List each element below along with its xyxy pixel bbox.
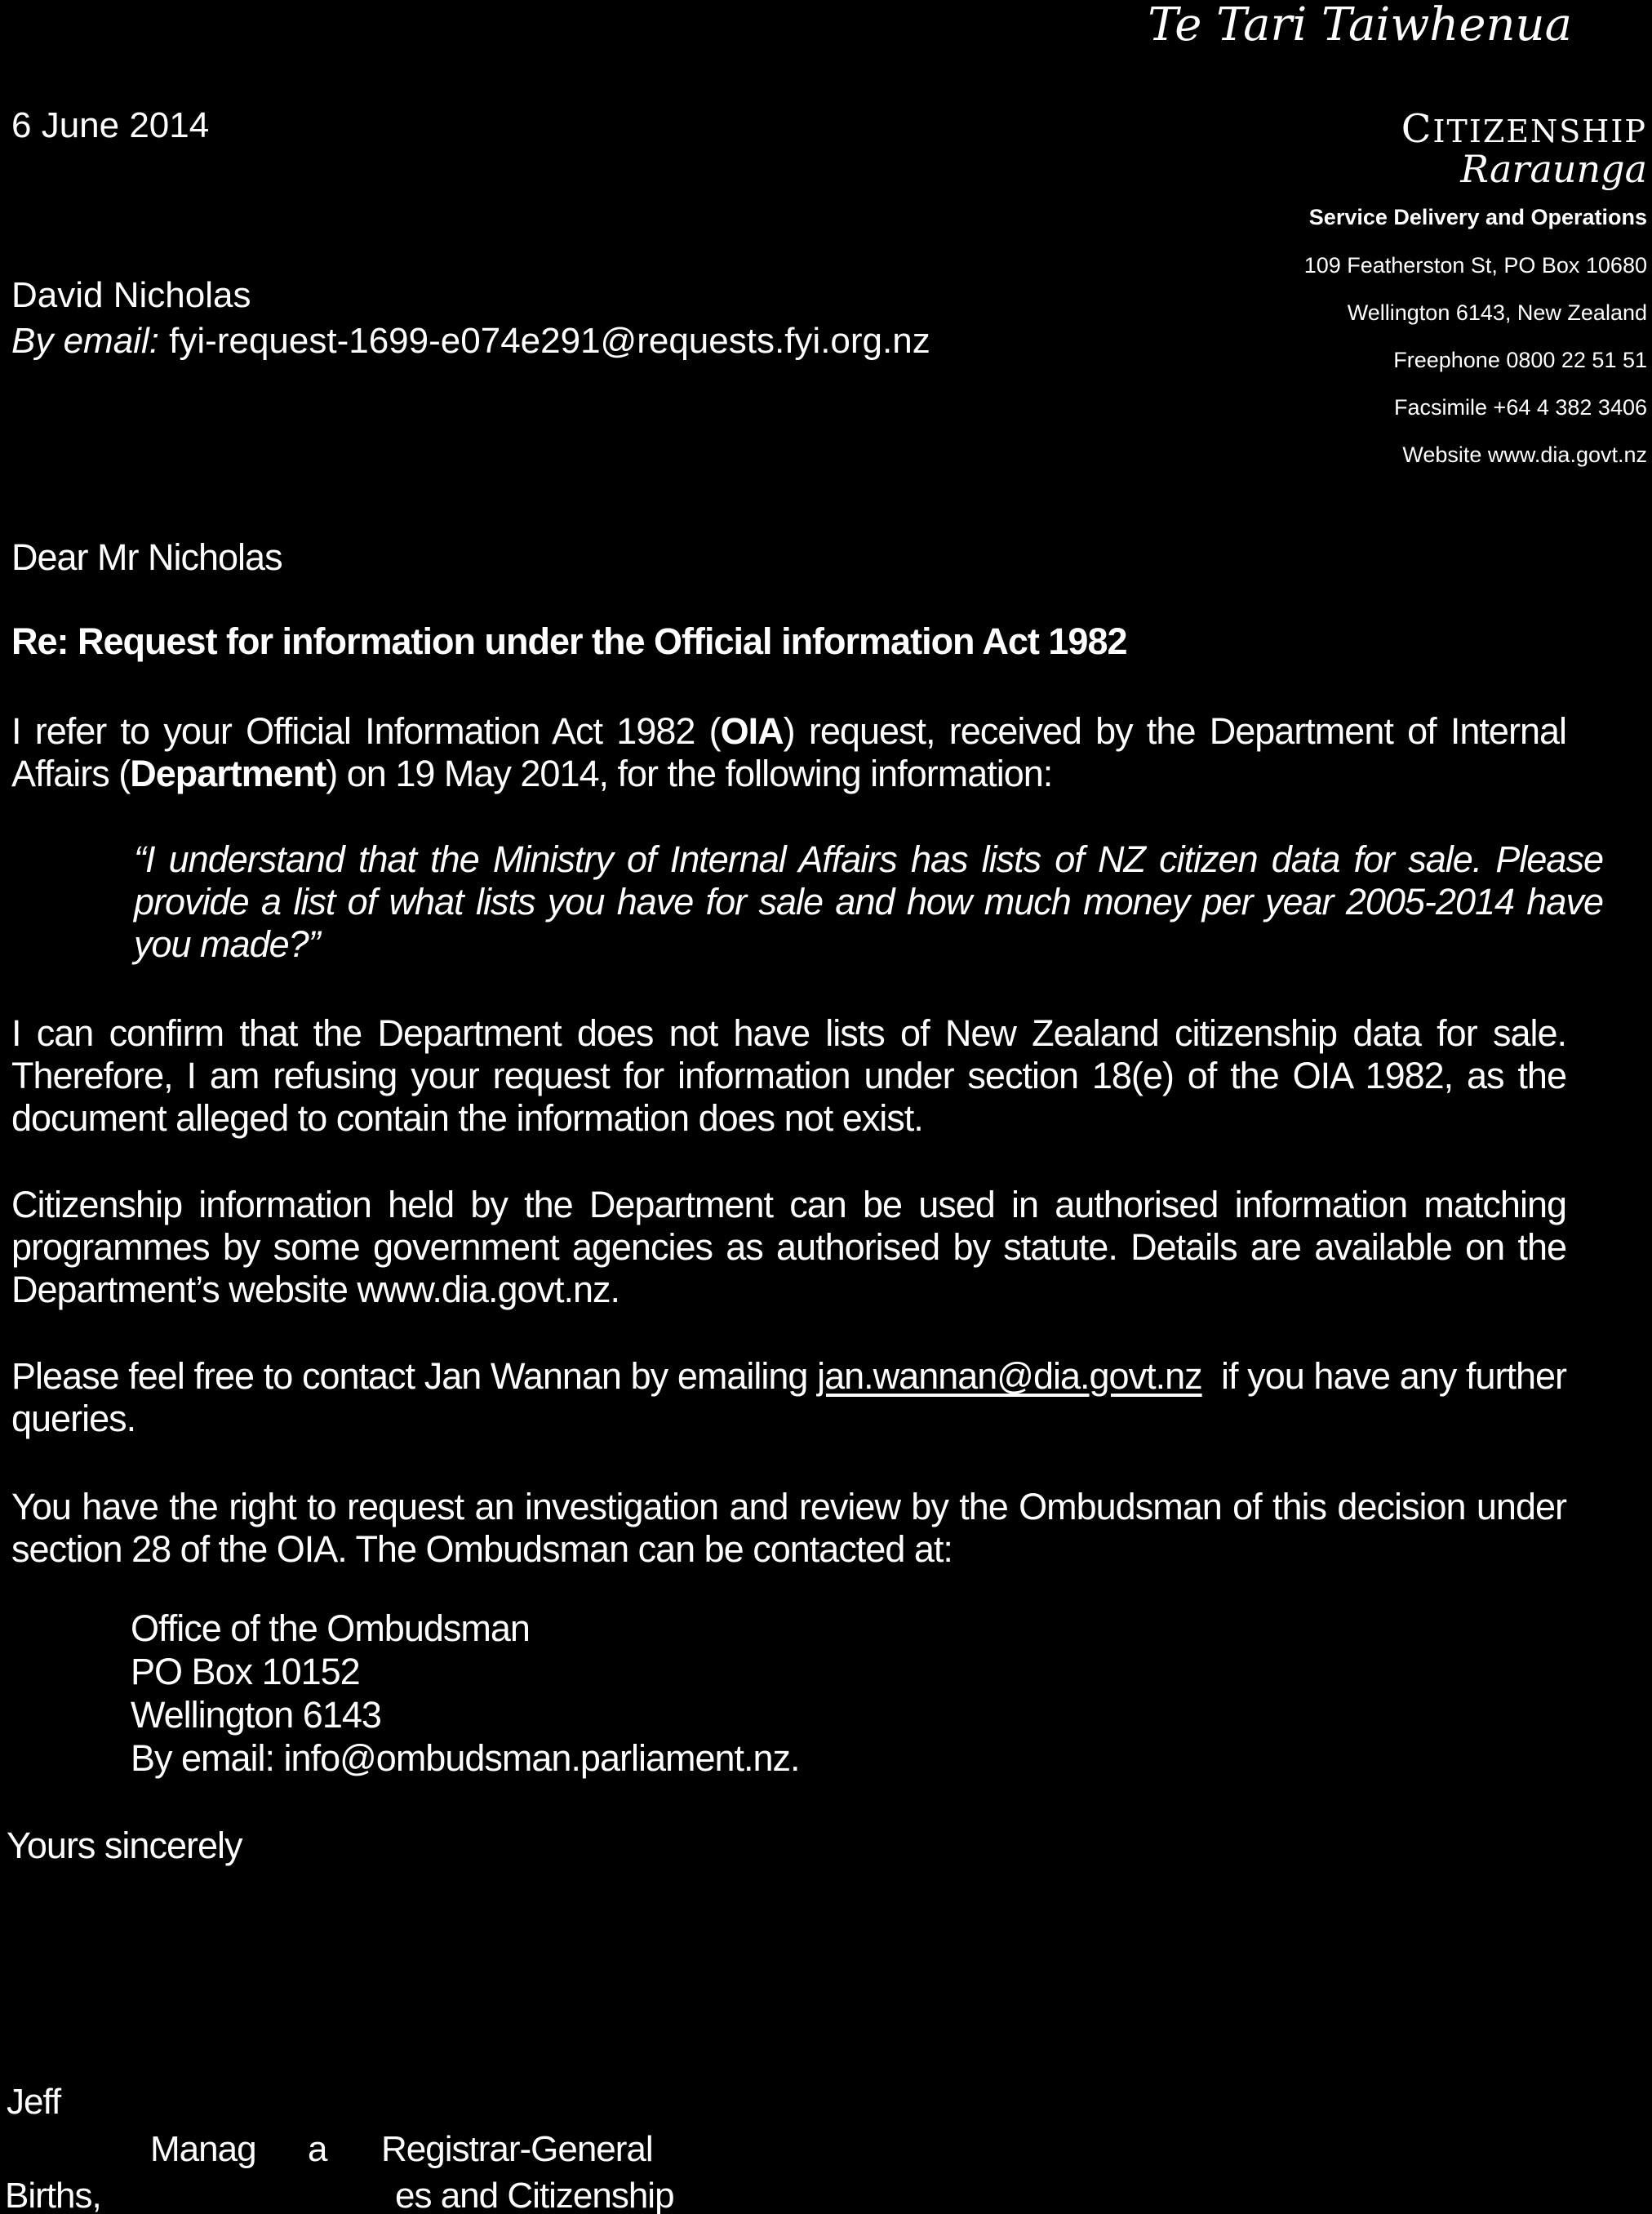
salutation: Dear Mr Nicholas [11,536,282,578]
letterhead-address-line: Wellington 6143, New Zealand [1347,300,1647,325]
signatory-title-line [0,2129,1652,2172]
title-fragment-a: a [308,2129,327,2169]
paragraph-refusal: I can confirm that the Department does not have lists of New Zealand citizenship data for sale. Therefore, I am refusing your request for information under section 18(e) of the OIA 1982, as the document alleged to contain the information does not exist. [11,1012,1566,1139]
closing: Yours sincerely [7,1825,242,1866]
ombudsman-address-line: PO Box 10152 [131,1651,360,1692]
letterhead-address-line: 109 Featherston St, PO Box 10680 [1303,253,1647,278]
unit-fragment-births: Births, [5,2176,101,2214]
paragraph-ombudsman-rights: You have the right to request an investigation and review by the Ombudsman of this decision under section 28 of the OIA. The Ombudsman can be contacted at: [11,1486,1566,1570]
letter-date: 6 June 2014 [11,105,210,145]
ombudsman-address-line: By email: info@ombudsman.parliament.nz. [131,1737,800,1779]
ombudsman-address-line: Wellington 6143 [131,1694,381,1736]
unit-fragment-citizenship: es and Citizenship [395,2176,674,2214]
ombudsman-address-line: Office of the Ombudsman [131,1607,530,1649]
jan-wannan-email-link[interactable]: jan.wannan@dia.govt.nz [817,1355,1202,1397]
brand-citizenship: CITIZENSHIP [1401,106,1647,152]
paragraph-info-matching: Citizenship information held by the Department can be used in authorised information matching programmes by some government agencies as authorised by statute. Details are available on the Department’s website www.dia.govt.nz. [11,1184,1566,1310]
recipient-name: David Nicholas [11,275,251,315]
title-fragment-manag: Manag [150,2129,256,2169]
title-fragment-registrar-general: Registrar-General [381,2129,653,2169]
signatory-first-name: Jeff [7,2082,61,2122]
letterhead-address-line: Website www.dia.govt.nz [1402,442,1647,467]
request-quote: “I understand that the Ministry of Internal Affairs has lists of NZ citizen data for sale. Please provide a list of what lists you have for sale and how much money per year 2005-2014 have you made?” [134,838,1603,965]
dia-logo-text: Te Tari Taiwhenua [1148,0,1572,51]
letterhead-address-line: Facsimile +64 4 382 3406 [1394,395,1647,420]
paragraph-contact: Please feel free to contact Jan Wannan by emailing jan.wannan@dia.govt.nz if you have any further queries. [11,1355,1566,1439]
ombudsman-address [131,1607,800,1780]
recipient-email-line: By email: fyi-request-1699-e074e291@requests.fyi.org.nz [11,321,930,361]
letterhead-unit: Service Delivery and Operations [1308,205,1647,229]
letterhead-address [1304,242,1647,478]
brand-raraunga: Raraunga [1460,147,1647,191]
letterhead-address-line: Freephone 0800 22 51 51 [1393,348,1647,372]
subject-line: Re: Request for information under the Official information Act 1982 [11,620,1127,662]
paragraph-intro: I refer to your Official Information Act 1982 (OIA) request, received by the Department of Internal Affairs (Department) on 19 May 2014, for the following information: [11,710,1566,794]
signatory-unit-line [0,2176,1652,2214]
